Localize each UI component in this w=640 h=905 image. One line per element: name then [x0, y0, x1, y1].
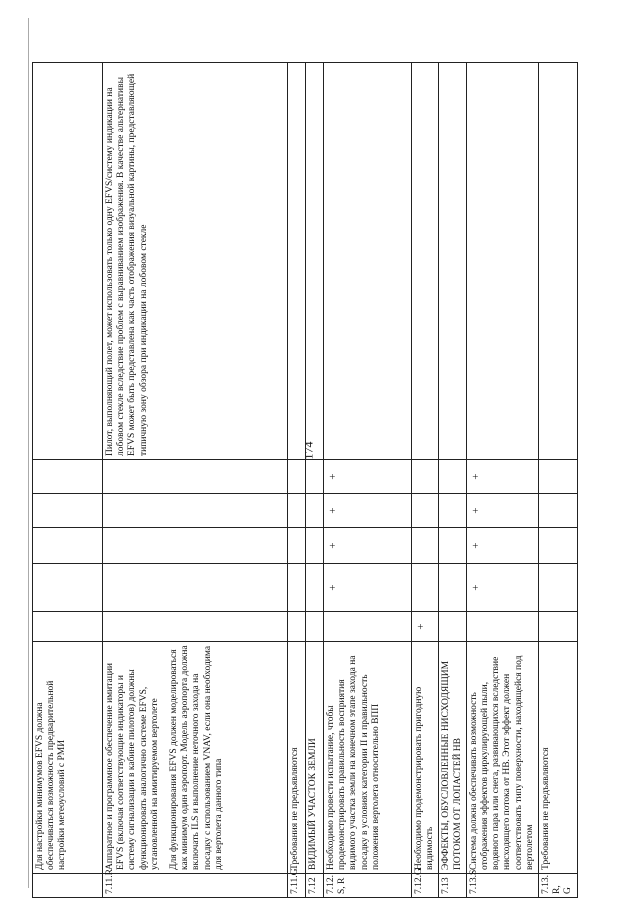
- applicability-mark: [324, 612, 412, 642]
- requirement-paragraph: Требования не предъявляются: [541, 747, 552, 870]
- requirement-paragraph: Система должна обеспечивать возможность отображения эффектов циркулирующей пыли, водяного пара или снега, развивающихся вследствие нисходящего потока от НВ. Этот эффект должен соответствовать типу поверхности, находящейся под вертолетом: [468, 655, 535, 870]
- table-row: [288, 63, 306, 898]
- requirement-paragraph: ЭФФЕКТЫ, ОБУСЛОВЛЕННЫЕ НИСХОДЯЩИМ ПОТОКОМ ОТ ЛОПАСТЕЙ НВ: [441, 660, 463, 870]
- page-number: 174: [301, 441, 316, 460]
- remarks-cell: [466, 63, 538, 460]
- table-row: [33, 63, 103, 898]
- applicability-mark: [103, 494, 288, 528]
- applicability-mark: [103, 612, 288, 642]
- applicability-mark: [539, 528, 578, 564]
- remarks-cell: [306, 63, 324, 460]
- remarks-cell: [33, 63, 103, 460]
- applicability-mark: [288, 494, 306, 528]
- applicability-mark: [33, 460, 103, 494]
- applicability-mark: [539, 494, 578, 528]
- rotated-table-container: [32, 63, 574, 898]
- row-code: 7.13. R, G: [539, 874, 578, 898]
- applicability-mark: [412, 494, 439, 528]
- table-row: [412, 63, 439, 898]
- applicability-mark: [306, 528, 324, 564]
- applicability-mark: +: [466, 564, 538, 612]
- requirement-text: [33, 642, 103, 874]
- row-code: 7.13: [439, 874, 466, 898]
- applicability-mark: [288, 460, 306, 494]
- applicability-mark: [539, 612, 578, 642]
- requirement-paragraph: Для настройки минимумов EFVS должна обеспечиваться возможность предварительной настройки метеоусловий с РМИ: [35, 680, 68, 870]
- requirement-paragraph: Аппаратное и программное обеспечение имитации EFVS (включая соответствующие индикаторы и систему сигнализации в кабине пилотов) должны функционировать аналогично системе EFVS, установленной на имитируемом вертолете: [105, 663, 160, 870]
- applicability-mark: [439, 612, 466, 642]
- applicability-mark: +: [324, 494, 412, 528]
- section-heading: [439, 642, 466, 874]
- requirement-paragraph: ВИДИМЫЙ УЧАСТОК ЗЕМЛИ: [308, 738, 318, 870]
- requirement-paragraph: Для функционирования EFVS должен моделироваться как минимум один аэропорт. Модель аэропорта должна включать ILS и выполнение неточного захода на посадку с использованием VNAV, если она необходима для вертолета данного типа: [169, 645, 224, 870]
- applicability-mark: [33, 612, 103, 642]
- requirement-paragraph: Необходимо провести испытание, чтобы продемонстрировать правильность восприятия видимого участка земли на конечном этапе захода на посадку в условиях категории II и правильность положения вертолета относительно ВПП: [326, 655, 381, 870]
- applicability-mark: +: [412, 612, 439, 642]
- applicability-mark: [439, 564, 466, 612]
- requirement-text: [466, 642, 538, 874]
- applicability-mark: [466, 612, 538, 642]
- applicability-mark: [288, 528, 306, 564]
- requirement-paragraph: Требования не предъявляются: [290, 747, 300, 870]
- applicability-mark: [412, 460, 439, 494]
- applicability-mark: +: [466, 528, 538, 564]
- remarks-cell: [288, 63, 306, 460]
- remarks-cell: [412, 63, 439, 460]
- row-code: 7.12.G: [412, 874, 439, 898]
- applicability-mark: [539, 564, 578, 612]
- requirement-text: [103, 642, 288, 874]
- row-code: 7.12: [306, 874, 324, 898]
- applicability-mark: [306, 564, 324, 612]
- table-row: [466, 63, 538, 898]
- applicability-mark: [33, 564, 103, 612]
- remarks-cell: [539, 63, 578, 460]
- requirement-text: [412, 642, 439, 874]
- requirement-paragraph: Необходимо продемонстрировать пригодную видимость: [414, 686, 436, 870]
- applicability-mark: [33, 494, 103, 528]
- scan-edge-line: [28, 18, 29, 888]
- applicability-mark: [539, 460, 578, 494]
- table-row: [324, 63, 412, 898]
- table-row: [539, 63, 578, 898]
- requirement-text: [324, 642, 412, 874]
- applicability-mark: [439, 460, 466, 494]
- row-code: 7.12. S, R: [324, 874, 412, 898]
- applicability-mark: [439, 528, 466, 564]
- requirements-table: [32, 62, 578, 898]
- row-code: 7.11.R: [103, 874, 288, 898]
- remarks-cell: [439, 63, 466, 460]
- requirement-text: [539, 642, 578, 874]
- applicability-mark: [103, 460, 288, 494]
- applicability-mark: +: [466, 460, 538, 494]
- row-code: 7.13.S: [466, 874, 538, 898]
- table-row: [103, 63, 288, 898]
- row-code: [33, 874, 103, 898]
- applicability-mark: [306, 494, 324, 528]
- applicability-mark: +: [324, 460, 412, 494]
- applicability-mark: [103, 564, 288, 612]
- table-row: [439, 63, 466, 898]
- applicability-mark: [103, 528, 288, 564]
- applicability-mark: [306, 460, 324, 494]
- applicability-mark: [412, 564, 439, 612]
- remarks-cell: [324, 63, 412, 460]
- applicability-mark: [33, 528, 103, 564]
- applicability-mark: [412, 528, 439, 564]
- applicability-mark: [288, 612, 306, 642]
- remarks-cell: Пилот, выполняющий полет, может использовать только одну EFVS/систему индикации на лобовом стекле вследствие проблем с выравниванием изображения. В качестве альтернативы EFVS может быть представлена как часть отображения визуальной картины, представляющей типичную зону обзора при индикации на лобовом стекле: [103, 63, 288, 460]
- applicability-mark: [439, 494, 466, 528]
- row-code: 7.11.G: [288, 874, 306, 898]
- requirement-text: [288, 642, 306, 874]
- applicability-mark: +: [324, 564, 412, 612]
- applicability-mark: [306, 612, 324, 642]
- section-heading: [306, 642, 324, 874]
- applicability-mark: +: [324, 528, 412, 564]
- applicability-mark: +: [466, 494, 538, 528]
- applicability-mark: [288, 564, 306, 612]
- table-row: [306, 63, 324, 898]
